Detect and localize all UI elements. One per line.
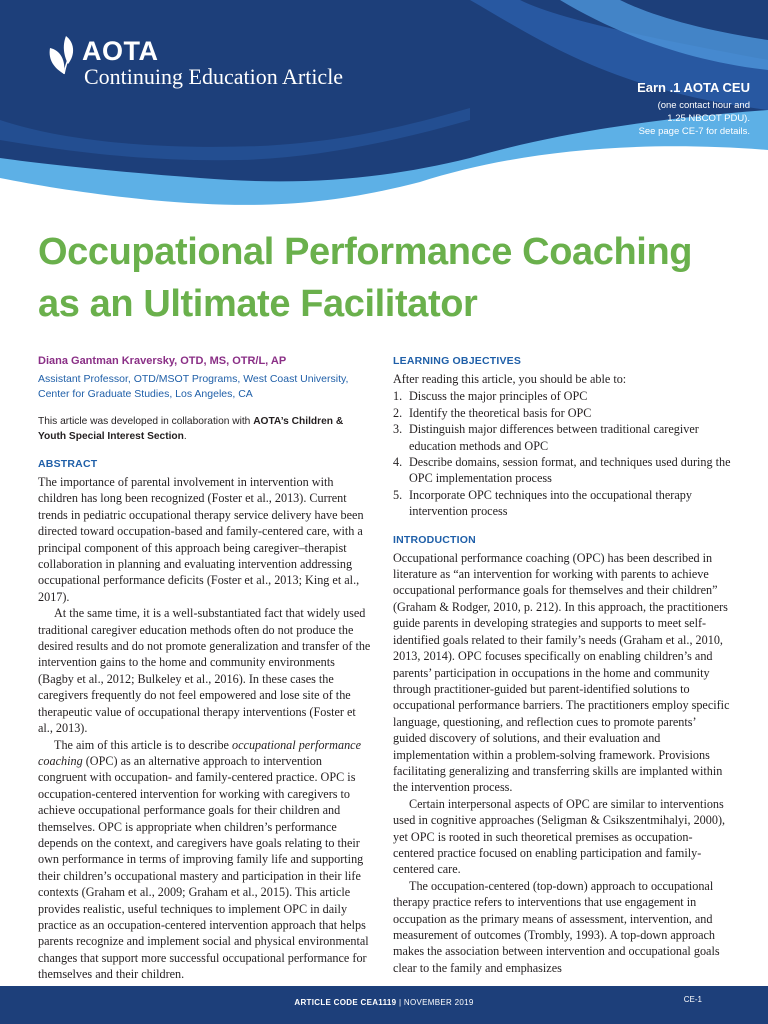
- left-column: [38, 354, 371, 983]
- objectives-list: [393, 388, 731, 519]
- right-column: [393, 354, 731, 976]
- ceu-title: Earn .1 AOTA CEU: [637, 80, 750, 95]
- list-item: [393, 421, 731, 454]
- author-name: Diana Gantman Kraversky, OTD, MS, OTR/L, AP: [38, 355, 287, 367]
- abstract-paragraph: At the same time, it is a well-substantiated fact that widely used traditional caregiver education methods often do not produce the desired results and do not promote generalization and transfer of the intervention gains to the home and community environments (Bagby et al., 2012; Bulkeley et al., 2016). In these cases the caregivers frequently do not feel empowered and lose site of the therapeutic value of occupational therapy interventions (Foster et al., 2013).: [38, 606, 371, 736]
- item-number: 1.: [393, 389, 403, 404]
- item-text: Identify the theoretical basis for OPC: [409, 405, 592, 420]
- objectives-intro: After reading this article, you should be able to:: [393, 372, 627, 386]
- item-number: 2.: [393, 405, 403, 420]
- objectives-heading: LEARNING OBJECTIVES: [393, 355, 522, 367]
- ceu-callout: [637, 80, 750, 138]
- ceu-line: (one contact hour and: [657, 100, 750, 111]
- page-number: CE-1: [683, 995, 702, 1004]
- abstract-paragraph: [38, 737, 371, 983]
- ceu-details: [637, 99, 750, 138]
- introduction-heading: INTRODUCTION: [393, 533, 476, 546]
- collab-prefix: This article was developed in collaboration with: [38, 416, 254, 427]
- item-text: Distinguish major differences between traditional caregiver education methods and OPC: [409, 422, 699, 453]
- item-number: 5.: [393, 487, 403, 502]
- list-item: [393, 487, 731, 520]
- title-line: as an Ultimate Facilitator: [38, 283, 478, 325]
- text-run: The aim of this article is to describe: [54, 737, 233, 752]
- ceu-line: 1.25 NBCOT PDU).: [667, 113, 750, 124]
- abstract-paragraph: The importance of parental involvement in intervention with children has long been recognized (Foster et al., 2013). Current trends in pediatric occupational therapy service delivery have been directed toward occupation-based and family-centered care, with a principal component of this approach being caregiver–therapist collaboration in planning and evaluating intervention addressing occupational performance deficits (Foster et al., 2013; King et al., 2017).: [38, 475, 364, 604]
- footer-separator: |: [398, 998, 402, 1007]
- item-number: 4.: [393, 455, 403, 470]
- leaf-logo-icon: [44, 34, 80, 78]
- item-number: 3.: [393, 422, 403, 437]
- italic-term: occupational performance coaching: [38, 737, 361, 768]
- ceu-line: See page CE-7 for details.: [638, 126, 750, 137]
- title-line: Occupational Performance Coaching: [38, 231, 693, 273]
- collab-suffix: .: [183, 431, 187, 442]
- logo-wordmark: AOTA: [82, 36, 159, 66]
- collaboration-note: [38, 414, 371, 444]
- publication-date: NOVEMBER 2019: [403, 998, 474, 1007]
- article-title: [38, 226, 738, 330]
- introduction-paragraph: The occupation-centered (top-down) approach to occupational therapy practice refers to interventions that use engagement in occupation as the primary means of assessment, intervention, and measurement of outcomes (Trombly, 1993). A top-down approach makes the association between intervention and occupational goals clear to the family and emphasizes: [393, 878, 720, 975]
- list-item: [393, 405, 731, 421]
- list-item: [393, 454, 731, 487]
- abstract-heading: ABSTRACT: [38, 458, 98, 470]
- introduction-paragraph: Occupational performance coaching (OPC) has been described in literature as “an intervention for working with parents to achieve occupational performance goals for themselves and their children” (Graham & Rodger, 2010, p. 212). In this approach, the practitioners guide parents in developing strategies and supports to meet self-identified goals related to their family’s needs (Graham et al., 2010, 2013, 2014). OPC focuses specifically on enabling children’s and parents’ participation in occupations in the home and community through practitioner-guided but parent-identified solutions to occupational performance barriers. The practitioners employ specific language, questioning, and reflection cues to promote parents’ guided discovery of solutions, and their evaluation and implementation within a problem-solving framework. Provisions facilitating generalizing and transferring skills are implanted within the intervention process.: [393, 550, 730, 795]
- article-code: ARTICLE CODE CEA1119: [294, 998, 397, 1007]
- collab-section: AOTA’s Children & Youth Special Interest Section: [38, 416, 344, 442]
- author-affiliation: Assistant Professor, OTD/MSOT Programs, West Coast University, Center for Graduate Studies, Los Angeles, CA: [38, 373, 349, 400]
- item-text: Incorporate OPC techniques into the occupational therapy intervention process: [409, 487, 692, 519]
- list-item: [393, 388, 731, 404]
- item-text: Discuss the major principles of OPC: [409, 389, 588, 404]
- text-run: (OPC) as an alternative approach to intervention congruent with occupation- and family-centered practice. OPC is occupation-centered intervention for working with caregivers to achieve occupational performance goals for their children and themselves. OPC is appropriate when children’s performance depends on the context, and caregivers have goals relating to their own performance in terms of improving family life and supporting their children’s occupational mastery and participation in their life contexts (Graham et al., 2009; Graham et al., 2015). This article provides realistic, useful techniques to implement OPC in daily practice as an occupation-centered intervention approach that helps parents recognize and implement social and physical environmental changes that support more successful occupational performance for themselves and their children.: [38, 753, 369, 982]
- introduction-paragraph: Certain interpersonal aspects of OPC are similar to interventions used in cognitive approaches (Seligman & Csikszentmihalyi, 2000), yet OPC is rooted in such theoretical premises as occupation-centered practice focused on enabling participation and family-centered care.: [393, 796, 726, 877]
- header-subtitle: Continuing Education Article: [84, 64, 344, 89]
- item-text: Describe domains, session format, and techniques used during the OPC implementation process: [409, 455, 731, 486]
- page-footer: [0, 986, 768, 1024]
- footer-article-info: [0, 998, 768, 1007]
